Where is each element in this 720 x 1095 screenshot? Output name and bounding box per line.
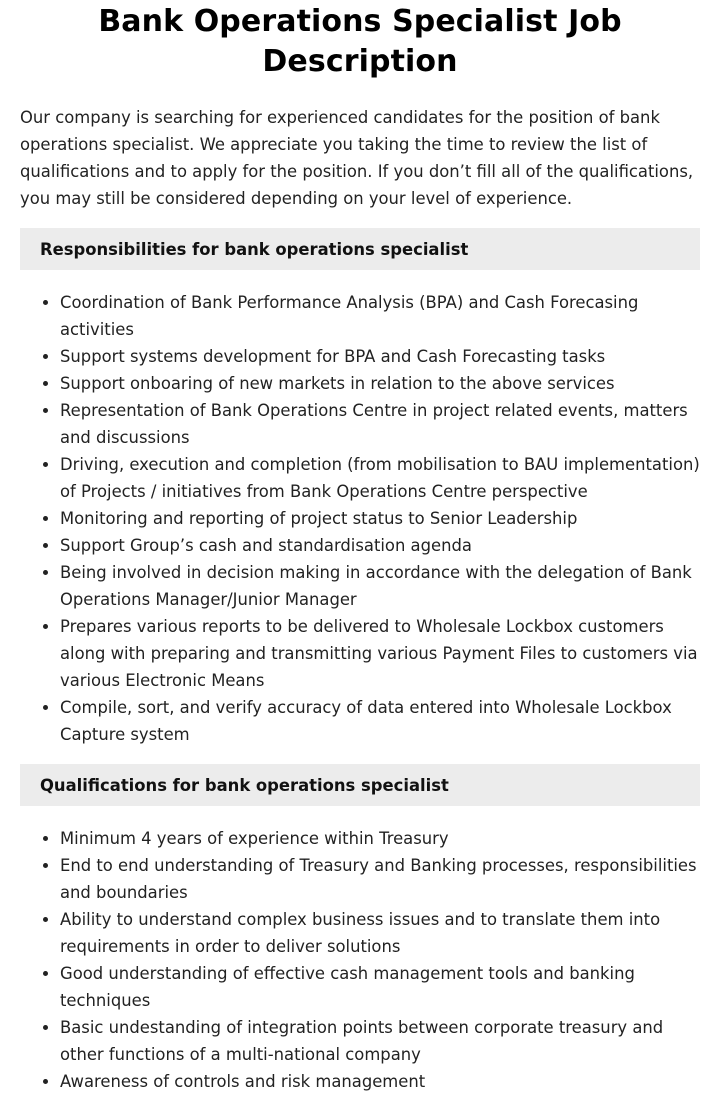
list-item: • Compile, sort, and verify accuracy of data entered into Wholesale Lockbox Capture system — [60, 694, 700, 748]
list-item: • Coordination of Bank Performance Analysis (BPA) and Cash Forecasing activities — [60, 289, 700, 343]
list-item: • Awareness of controls and risk management — [60, 1068, 700, 1095]
list-item: • Basic undestanding of integration points between corporate treasury and other functions of a multi-national company — [60, 1014, 700, 1068]
qualifications-list — [20, 825, 700, 1095]
responsibilities-list — [20, 289, 700, 748]
list-item: • Support onboaring of new markets in relation to the above services — [60, 370, 700, 397]
qualifications-heading: Qualifications for bank operations specialist — [40, 775, 449, 795]
list-item: • Driving, execution and completion (from mobilisation to BAU implementation) of Projects / initiatives from Bank Operations Centre perspective — [60, 451, 700, 505]
list-item: • End to end understanding of Treasury and Banking processes, responsibilities and boundaries — [60, 852, 700, 906]
list-item: • Support Group’s cash and standardisation agenda — [60, 532, 700, 559]
list-item: • Monitoring and reporting of project status to Senior Leadership — [60, 505, 700, 532]
responsibilities-heading: Responsibilities for bank operations specialist — [40, 239, 469, 259]
list-item: • Representation of Bank Operations Centre in project related events, matters and discussions — [60, 397, 700, 451]
list-item: • Ability to understand complex business issues and to translate them into requirements in order to deliver solutions — [60, 906, 700, 960]
page-title: Bank Operations Specialist Job Description — [98, 4, 622, 79]
list-item: • Good understanding of effective cash management tools and banking techniques — [60, 960, 700, 1014]
intro-paragraph: Our company is searching for experienced candidates for the position of bank operations specialist. We appreciate you taking the time to review the list of qualifications and to apply for the position. If you don’t fill all of the qualifications, you may still be considered depending on your level of experience. — [20, 108, 694, 208]
list-item: • Minimum 4 years of experience within Treasury — [60, 825, 700, 852]
qualifications-header — [20, 764, 700, 806]
list-item: • Being involved in decision making in accordance with the delegation of Bank Operations Manager/Junior Manager — [60, 559, 700, 613]
list-item: • Support systems development for BPA and Cash Forecasting tasks — [60, 343, 700, 370]
list-item: • Prepares various reports to be delivered to Wholesale Lockbox customers along with preparing and transmitting various Payment Files to customers via various Electronic Means — [60, 613, 700, 694]
responsibilities-header — [20, 228, 700, 270]
